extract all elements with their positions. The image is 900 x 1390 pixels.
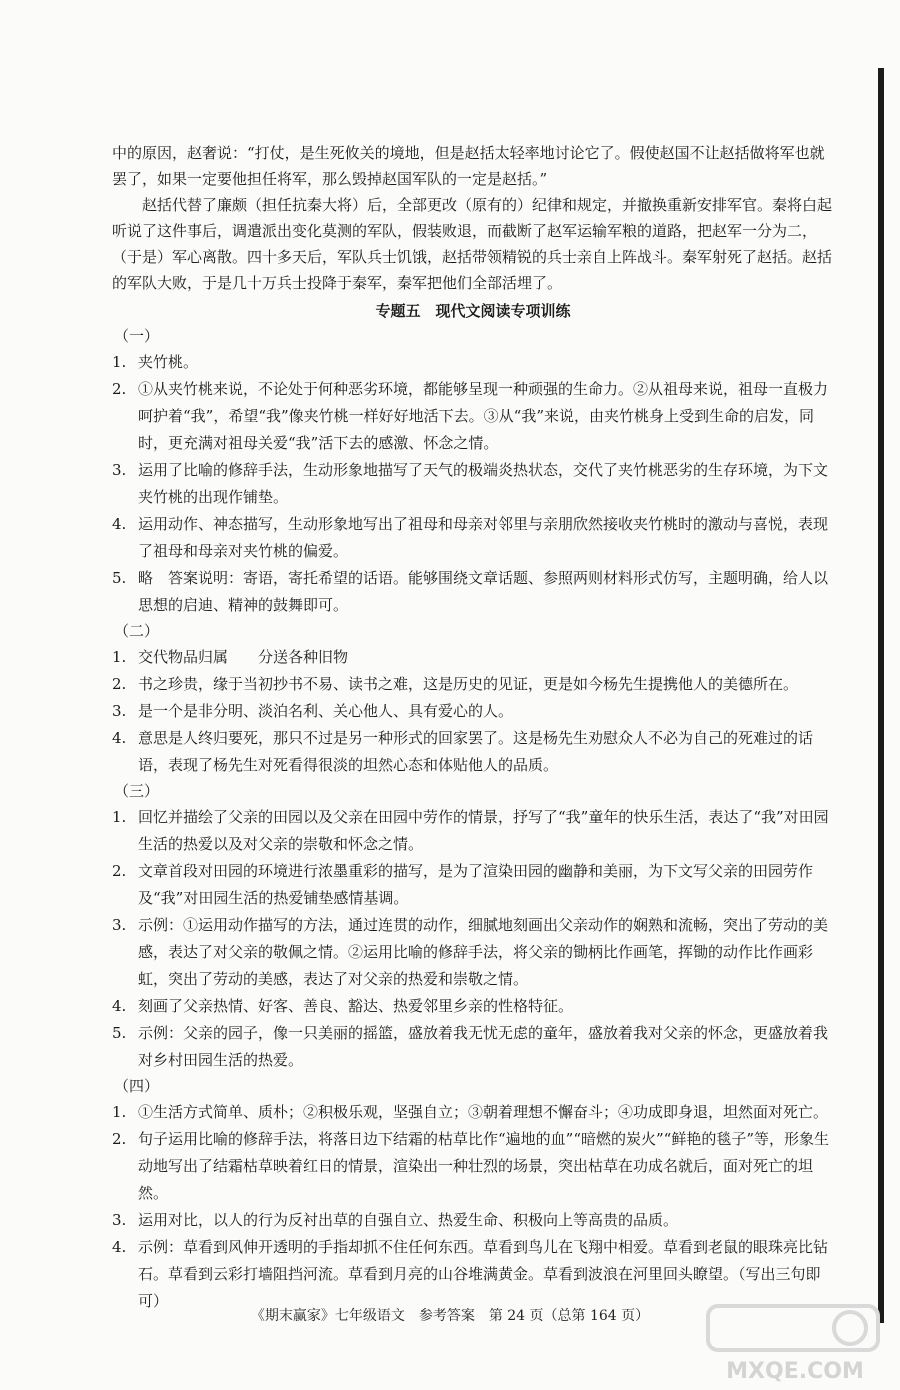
scan-edge-bar <box>878 68 884 1323</box>
answer-item <box>112 671 834 698</box>
section-label: （一） <box>114 327 160 345</box>
answer-text: 句子运用比喻的修辞手法，将落日边下结霜的枯草比作“遍地的血”“暗燃的炭火”“鲜艳的毯子”等，形象生动地写出了结霜枯草映着红日的情景，渲染出一种壮烈的场景，突出枯草在功成名就后，面对死亡的坦然。 <box>138 1130 830 1202</box>
answer-number: 1. <box>112 1103 127 1121</box>
section-label: （二） <box>114 622 160 640</box>
answer-text: 回忆并描绘了父亲的田园以及父亲在田园中劳作的情景，抒写了“我”童年的快乐生活，表达了“我”对田园生活的热爱以及对父亲的崇敬和怀念之情。 <box>138 808 829 853</box>
answer-text: 文章首段对田园的环境进行浓墨重彩的描写，是为了渲染田园的幽静和美丽，为下文写父亲的田园劳作及“我”对田园生活的热爱铺垫感情基调。 <box>138 862 814 907</box>
answer-item <box>112 565 834 619</box>
answer-item <box>112 993 834 1020</box>
answer-number: 2. <box>112 380 127 398</box>
answer-number: 3. <box>112 461 127 479</box>
answer-text: ①从夹竹桃来说，不论处于何种恶劣环境，都能够呈现一种顽强的生命力。②从祖母来说，祖母一直极力呵护着“我”，希望“我”像夹竹桃一样好好地活下去。③从“我”来说，由夹竹桃身上受到生命的启发，同时，更充满对祖母关爱“我”活下去的感激、怀念之情。 <box>138 380 829 452</box>
section-label: （三） <box>114 782 160 800</box>
answer-number: 4. <box>112 1238 127 1256</box>
answer-text: 夹竹桃。 <box>138 353 199 371</box>
answer-item <box>112 1126 834 1207</box>
answer-item <box>112 1099 834 1126</box>
answer-text: 刻画了父亲热情、好客、善良、豁达、热爱邻里乡亲的性格特征。 <box>138 997 574 1015</box>
answer-number: 3. <box>112 1211 127 1229</box>
answer-text: 示例：父亲的园子，像一只美丽的摇篮，盛放着我无忧无虑的童年，盛放着我对父亲的怀念，更盛放着我对乡村田园生活的热爱。 <box>138 1024 829 1069</box>
answer-number: 1. <box>112 808 127 826</box>
watermark-logo <box>700 1300 890 1385</box>
answer-item <box>112 349 834 376</box>
answer-text: 交代物品归属 分送各种旧物 <box>138 648 349 666</box>
answer-item <box>112 804 834 858</box>
answer-number: 3. <box>112 702 127 720</box>
watermark-text: MXQE.COM <box>726 1359 864 1384</box>
intro-paragraph: 赵括代替了廉颇（担任抗秦大将）后，全部更改（原有的）纪律和规定，并撤换重新安排军官。秦将白起听说了这件事后，调遣派出变化莫测的军队，假装败退，而截断了赵军运输军粮的道路，把赵军一分为二，（于是）军心离散。四十多天后，军队兵士饥饿，赵括带领精锐的兵士亲自上阵战斗。秦军射死了赵括。赵括的军队大败，于是几十万兵士投降于秦军，秦军把他们全部活埋了。 <box>112 196 833 292</box>
answer-text: 意思是人终归要死，那只不过是另一种形式的回家罢了。这是杨先生劝慰众人不必为自己的死难过的话语，表现了杨先生对死看得很淡的坦然心态和体贴他人的品质。 <box>138 729 814 774</box>
answer-item <box>112 511 834 565</box>
answer-number: 2. <box>112 675 127 693</box>
intro-paragraph: 中的原因，赵奢说：“打仗，是生死攸关的境地，但是赵括太轻率地讨论它了。假使赵国不让赵括做将军也就罢了，如果一定要他担任将军，那么毁掉赵国军队的一定是赵括。” <box>112 144 825 188</box>
page-footer: 《期末赢家》七年级语文 参考答案 第 24 页（总第 164 页） <box>250 1308 650 1324</box>
answer-number: 4. <box>112 515 127 533</box>
answer-text: 运用对比，以人的行为反衬出草的自强自立、热爱生命、积极向上等高贵的品质。 <box>138 1211 679 1229</box>
answer-text: 示例：草看到风伸开透明的手指却抓不住任何东西。草看到鸟儿在飞翔中相爱。草看到老鼠的眼珠亮比钻石。草看到云彩打墙阻挡河流。草看到月亮的山谷堆满黄金。草看到波浪在河里回头瞭望。（写出三句即可） <box>138 1238 829 1310</box>
answer-page <box>112 140 834 1315</box>
answer-number: 5. <box>112 569 127 587</box>
answer-text: 运用了比喻的修辞手法，生动形象地描写了天气的极端炎热状态，交代了夹竹桃恶劣的生存环境，为下文夹竹桃的出现作铺垫。 <box>138 461 829 506</box>
answer-item <box>112 698 834 725</box>
answer-text: 运用动作、神态描写，生动形象地写出了祖母和母亲对邻里与亲朋欣然接收夹竹桃时的激动与喜悦，表现了祖母和母亲对夹竹桃的偏爱。 <box>138 515 829 560</box>
answer-item <box>112 457 834 511</box>
answer-number: 4. <box>112 997 127 1015</box>
answer-text: ①生活方式简单、质朴；②积极乐观，坚强自立；③朝着理想不懈奋斗；④功成即身退，坦然面对死亡。 <box>138 1103 829 1121</box>
answer-text: 是一个是非分明、淡泊名利、关心他人、具有爱心的人。 <box>138 702 514 720</box>
answer-number: 3. <box>112 916 127 934</box>
answer-item <box>112 858 834 912</box>
answer-number: 5. <box>112 1024 127 1042</box>
answer-item <box>112 912 834 993</box>
answer-number: 1. <box>112 353 127 371</box>
answer-number: 4. <box>112 729 127 747</box>
answer-item <box>112 725 834 779</box>
answer-item <box>112 644 834 671</box>
answer-text: 略 答案说明：寄语，寄托希望的话语。能够围绕文章话题、参照两则材料形式仿写，主题明确，给人以思想的启迪、精神的鼓舞即可。 <box>138 569 829 614</box>
answer-text: 书之珍贵，缘于当初抄书不易、读书之难，这是历史的见证，更是如今杨先生提携他人的美德所在。 <box>138 675 799 693</box>
answer-number: 2. <box>112 862 127 880</box>
section-label: （四） <box>114 1077 160 1095</box>
sections-container <box>112 324 834 1315</box>
answer-text: 示例：①运用动作描写的方法，通过连贯的动作，细腻地刻画出父亲动作的娴熟和流畅，突出了劳动的美感，表达了对父亲的敬佩之情。②运用比喻的修辞手法，将父亲的锄柄比作画笔，挥锄的动作比作画彩虹，突出了劳动的美感，表达了对父亲的热爱和崇敬之情。 <box>138 916 829 988</box>
answer-number: 1. <box>112 648 127 666</box>
topic-title: 专题五 现代文阅读专项训练 <box>375 302 571 320</box>
answer-item <box>112 1020 834 1074</box>
answer-item <box>112 376 834 457</box>
answer-item <box>112 1207 834 1234</box>
answer-number: 2. <box>112 1130 127 1148</box>
